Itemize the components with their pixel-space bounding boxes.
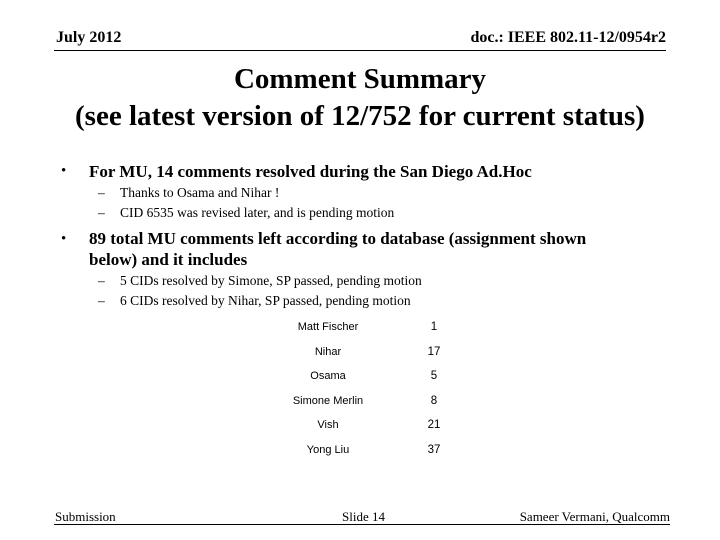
footer-divider (54, 524, 670, 525)
table-cell-count: 21 (427, 419, 441, 431)
bullet-2-line-2: below) and it includes (89, 250, 248, 269)
table-cell-name: Osama (310, 370, 346, 382)
footer-slide-number: Slide 14 (342, 509, 385, 524)
table-cell-count: 5 (430, 370, 438, 382)
sub-marker-1-1: – (98, 185, 105, 200)
bullet-1-text: For MU, 14 comments resolved during the San Diego Ad.Hoc (89, 162, 532, 181)
table-cell-count: 8 (430, 395, 438, 407)
slide-title-line-2: (see latest version of 12/752 for current status) (75, 100, 645, 132)
header-doc-id: doc.: IEEE 802.11-12/0954r2 (470, 29, 666, 46)
bullet-marker-1: • (61, 163, 67, 179)
sub-marker-1-2: – (98, 205, 105, 220)
header-date: July 2012 (56, 29, 122, 46)
footer-author: Sameer Vermani, Qualcomm (519, 509, 670, 524)
table-cell-name: Vish (317, 419, 339, 431)
table-cell-name: Nihar (314, 346, 342, 358)
bullet-marker-2: • (61, 231, 67, 247)
slide-title-line-1: Comment Summary (233, 63, 487, 95)
bullet-2-line-1: 89 total MU comments left according to database (assignment shown (89, 229, 587, 248)
sub-marker-2-1: – (98, 273, 105, 288)
sub-item-1-2: CID 6535 was revised later, and is pending motion (120, 205, 395, 220)
table-cell-name: Simone Merlin (292, 395, 364, 407)
sub-item-2-2: 6 CIDs resolved by Nihar, SP passed, pending motion (120, 293, 411, 308)
sub-marker-2-2: – (98, 293, 105, 308)
table-cell-count: 37 (427, 444, 441, 456)
table-cell-name: Matt Fischer (297, 321, 359, 333)
table-cell-name: Yong Liu (306, 444, 350, 456)
footer-submission: Submission (55, 509, 116, 524)
sub-item-1-1: Thanks to Osama and Nihar ! (120, 185, 280, 200)
table-cell-count: 17 (427, 346, 441, 358)
table-cell-count: 1 (430, 321, 438, 333)
sub-item-2-1: 5 CIDs resolved by Simone, SP passed, pending motion (120, 273, 422, 288)
